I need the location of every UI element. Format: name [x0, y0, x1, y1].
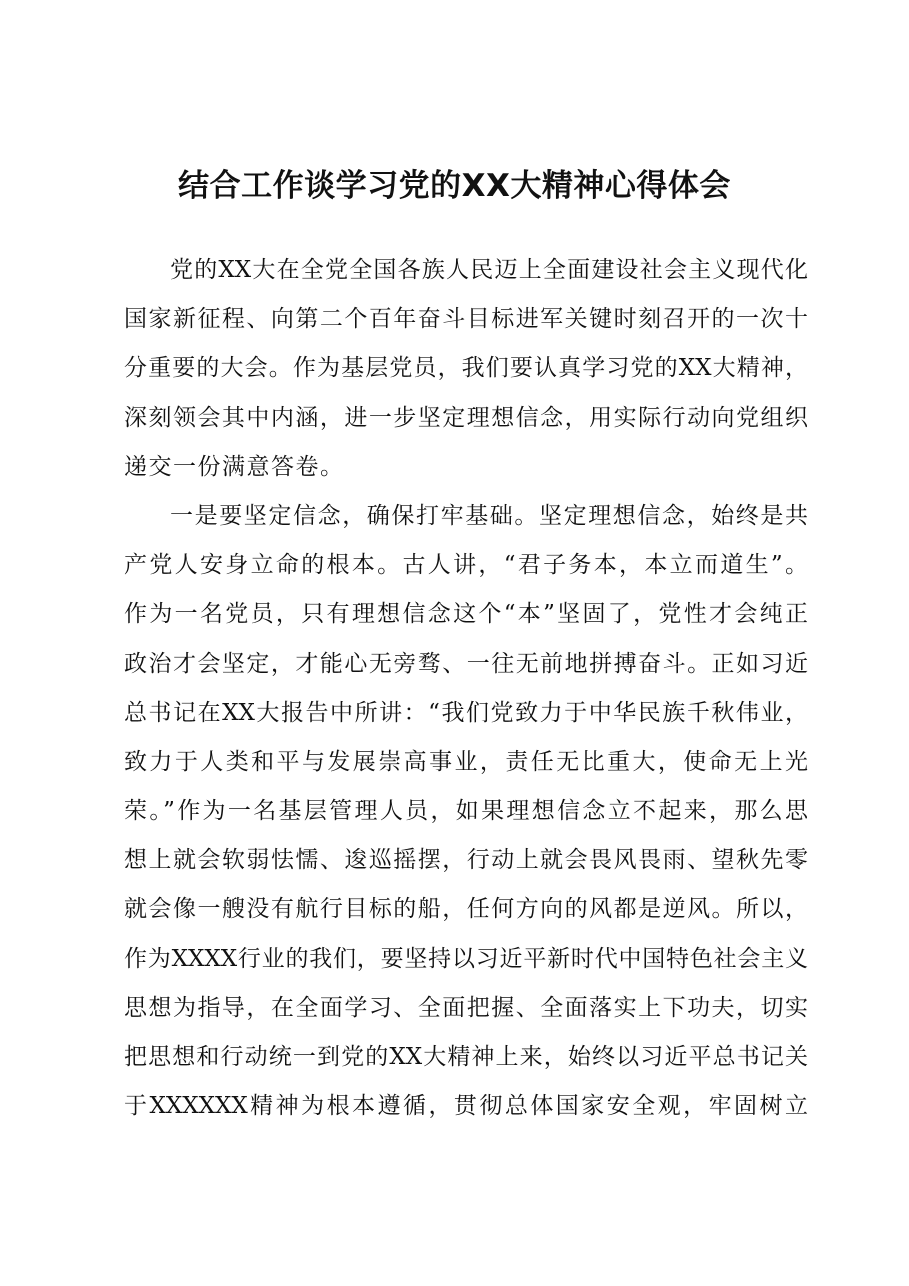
- paragraph-1-line-5: 递交一份满意答卷。: [124, 453, 345, 480]
- paragraph-1-line-2: 国家新征程、向第二个百年奋斗目标进军关键时刻召开的一次十: [124, 306, 808, 333]
- paragraph-2-line-8: 想上就会软弱怯懦、逡巡摇摆，行动上就会畏风畏雨、望秋先零: [124, 847, 808, 874]
- paragraph-2-line-13: 于XXXXXX精神为根本遵循，贯彻总体国家安全观，牢固树立: [124, 1093, 808, 1120]
- paragraph-1-line-4: 深刻领会其中内涵，进一步坚定理想信念，用实际行动向党组织: [124, 404, 808, 431]
- paragraph-2-line-12: 把思想和行动统一到党的XX大精神上来，始终以习近平总书记关: [124, 1044, 808, 1070]
- paragraph-2-line-10: 作为XXXX行业的我们，要坚持以习近平新时代中国特色社会主义: [124, 945, 808, 972]
- paragraph-2-line-7: 荣。”作为一名基层管理人员，如果理想信念立不起来，那么思: [124, 798, 808, 825]
- paragraph-1-line-3: 分重要的大会。作为基层党员，我们要认真学习党的XX大精神，: [124, 355, 808, 382]
- paragraph-1-line-1: 党的XX大在全党全国各族人民迈上全面建设社会主义现代化: [170, 257, 808, 283]
- paragraph-2-line-9: 就会像一艘没有航行目标的船，任何方向的风都是逆风。所以，: [124, 896, 808, 923]
- paragraph-2-line-1: 一是要坚定信念，确保打牢基础。坚定理想信念，始终是共: [170, 502, 808, 529]
- document-title: 结合工作谈学习党的XX大精神心得体会: [178, 168, 731, 204]
- paragraph-2-line-2: 产党人安身立命的根本。古人讲，“君子务本，本立而道生”。: [124, 552, 808, 579]
- paragraph-2-line-11: 思想为指导，在全面学习、全面把握、全面落实上下功夫，切实: [124, 994, 808, 1021]
- document-body: [124, 246, 808, 1131]
- paragraph-2-line-5: 总书记在XX大报告中所讲：“我们党致力于中华民族千秋伟业，: [124, 699, 808, 726]
- paragraph-2-line-6: 致力于人类和平与发展崇高事业，责任无比重大，使命无上光: [124, 748, 808, 775]
- paragraph-2-line-3: 作为一名党员，只有理想信念这个“本”坚固了，党性才会纯正: [124, 601, 808, 628]
- paragraph-2-line-4: 政治才会坚定，才能心无旁骛、一往无前地拼搏奋斗。正如习近: [124, 650, 808, 677]
